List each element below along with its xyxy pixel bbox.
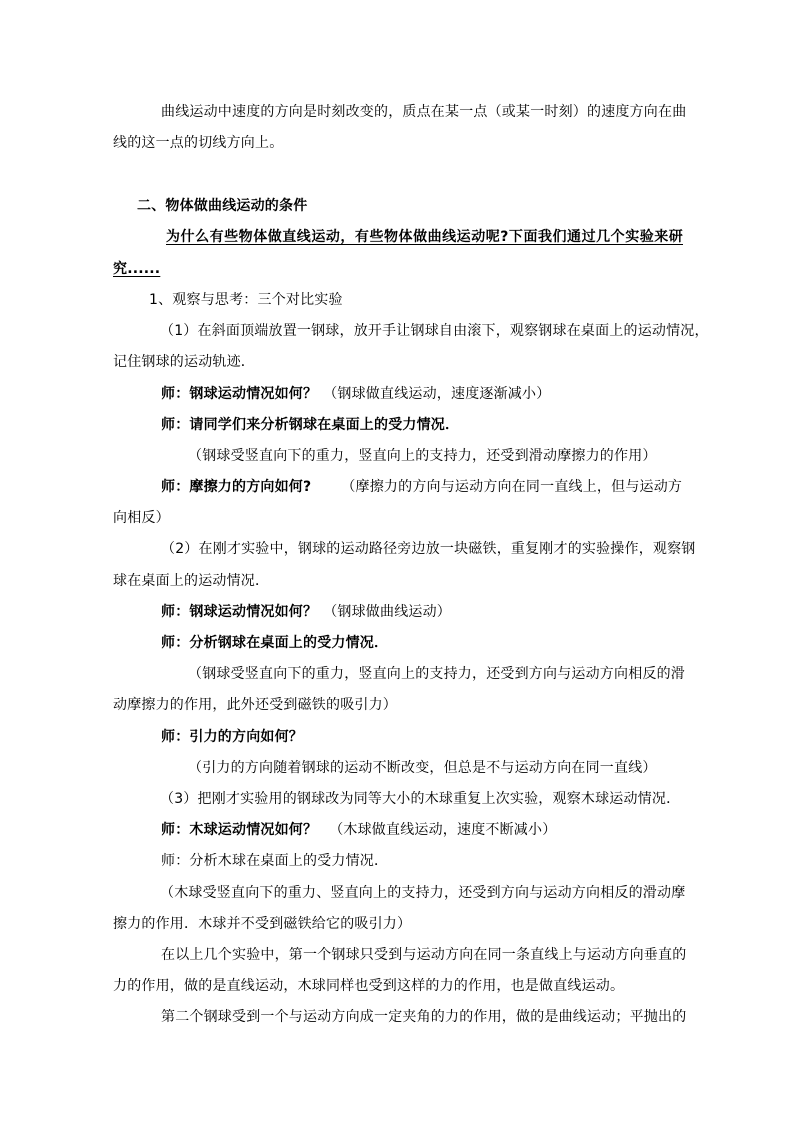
student-answer: （钢球受竖直向下的重力，竖直向上的支持力，还受到方向与运动方向相反的滑: [188, 666, 685, 682]
student-answer: （引力的方向随着钢球的运动不断改变，但总是不与运动方向在同一直线）: [188, 760, 657, 776]
dialogue-line: [161, 820, 731, 840]
teacher-question: 师：钢球运动情况如何？: [161, 386, 318, 402]
experiment-line: （1）在斜面顶端放置一钢球，放开手让钢球自由滚下，观察钢球在桌面上的运动情况，: [160, 323, 709, 339]
teacher-question: 师：分析木球在桌面上的受力情况．: [161, 853, 389, 869]
experiment-line: （3）把刚才实验用的钢球改为同等大小的木球重复上次实验，观察木球运动情况．: [160, 791, 681, 807]
teacher-question: 师：木球运动情况如何？: [161, 822, 318, 838]
teacher-question: 师：摩擦力的方向如何?: [161, 479, 312, 495]
student-answer: 动摩擦力的作用，此外还受到磁铁的吸引力）: [113, 697, 397, 713]
experiment-line: 球在桌面上的运动情况．: [113, 573, 270, 589]
summary-line: 在以上几个实验中，第一个钢球只受到与运动方向在同一条直线上与运动方向垂直的: [161, 947, 687, 963]
summary-line: 第二个钢球受到一个与运动方向成一定夹角的力的作用，做的是曲线运动；平抛出的: [161, 1009, 687, 1025]
student-answer: 擦力的作用．木球并不受到磁铁给它的吸引力）: [113, 916, 412, 932]
teacher-question: 师：分析钢球在桌面上的受力情况．: [161, 635, 389, 651]
student-answer: （钢球做曲线运动）: [323, 604, 452, 620]
paragraph-line: 线的这一点的切线方向上。: [113, 135, 284, 151]
student-answer: （钢球受竖直向下的重力，竖直向上的支持力，还受到滑动摩擦力的作用）: [188, 448, 657, 464]
teacher-question: 师：引力的方向如何？: [161, 729, 303, 745]
student-answer: （钢球做直线运动，速度逐渐减小）: [323, 386, 551, 402]
dialogue-line: [161, 477, 683, 497]
paragraph-line: 曲线运动中速度的方向是时刻改变的，质点在某一点（或某一时刻）的速度方向在曲: [161, 104, 687, 120]
subsection-heading: 1、观察与思考：三个对比实验: [149, 292, 343, 308]
student-answer: （木球受竖直向下的重力、竖直向上的支持力，还受到方向与运动方向相反的滑动摩: [160, 885, 686, 901]
summary-line: 力的作用，做的是直线运动，木球同样也受到这样的力的作用，也是做直线运动。: [113, 978, 625, 994]
experiment-line: 记住钢球的运动轨迹．: [113, 354, 255, 370]
student-answer: （木球做直线运动，速度不断减小）: [329, 822, 557, 838]
intro-line: 究......: [113, 261, 161, 277]
teacher-question: 师：钢球运动情况如何？: [161, 604, 318, 620]
dialogue-line: [161, 384, 731, 404]
student-answer: （摩擦力的方向与运动方向在同一直线上，但与运动方: [341, 479, 683, 495]
teacher-question: 师：请同学们来分析钢球在桌面上的受力情况．: [161, 417, 460, 433]
dialogue-line: [161, 602, 731, 622]
section-heading: 二、物体做曲线运动的条件: [137, 198, 308, 214]
intro-line: 为什么有些物体做直线运动，有些物体做曲线运动呢?下面我们通过几个实验来研: [166, 229, 683, 245]
student-answer: 向相反）: [113, 510, 170, 526]
experiment-line: （2）在刚才实验中，钢球的运动路径旁边放一块磁铁，重复刚才的实验操作，观察钢: [161, 541, 696, 557]
